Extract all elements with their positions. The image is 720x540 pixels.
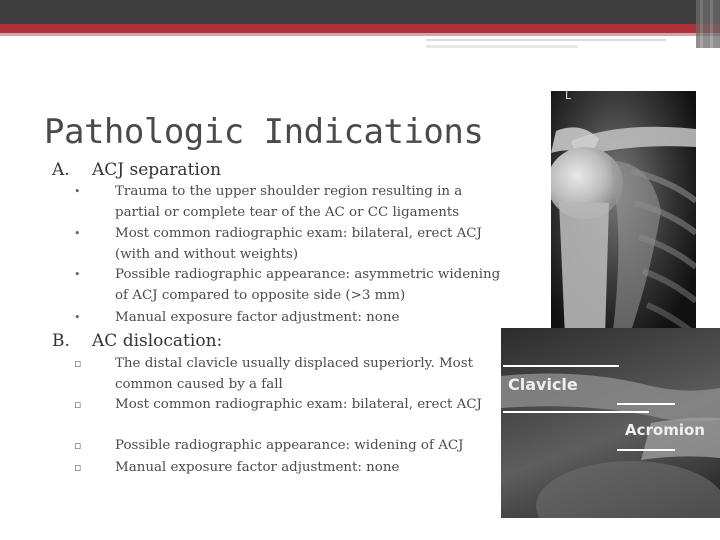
list-item-text: Most common radiographic exam: bilateral, erect ACJ (115, 397, 482, 412)
clavicle-label: Clavicle (508, 375, 578, 394)
section-title: ACJ separation (92, 160, 222, 180)
slide-title: Pathologic Indications (44, 112, 484, 152)
decorative-line (426, 39, 666, 41)
bullet-icon: • (74, 227, 81, 240)
list-item-text: Trauma to the upper shoulder region resulting in a partial or complete tear of the AC or CC ligaments (115, 184, 463, 220)
list-item-text: Possible radiographic appearance: asymmetric widening of ACJ compared to opposite side (>3 mm) (115, 267, 501, 303)
decorative-line (426, 45, 578, 48)
acromion-label: Acromion (625, 421, 705, 439)
shoulder-xray-image (551, 91, 696, 337)
list-item-text: Possible radiographic appearance: widening of ACJ (115, 438, 464, 453)
shoulder-xray-drawing (551, 91, 696, 337)
acj-xray-image (501, 328, 720, 518)
bullet-icon: • (74, 185, 81, 198)
list-item-text: The distal clavicle usually displaced superiorly. Most common caused by a fall (115, 356, 473, 392)
banner-dark-stripe (0, 0, 720, 24)
list-item-text: Manual exposure factor adjustment: none (115, 310, 400, 325)
xray-side-marker: L (565, 91, 572, 102)
list-item-text: Manual exposure factor adjustment: none (115, 460, 400, 475)
bullet-icon: • (74, 268, 81, 281)
section-title: AC dislocation: (92, 331, 223, 351)
corner-decoration (696, 0, 720, 48)
bullet-icon: ▫ (74, 357, 82, 370)
section-letter: A. (52, 160, 70, 180)
bullet-icon: ▫ (74, 439, 82, 452)
bullet-icon: ▫ (74, 398, 82, 411)
section-letter: B. (52, 331, 70, 351)
bullet-icon: • (74, 311, 81, 324)
banner-accent-stripe (0, 24, 720, 33)
list-item-text: Most common radiographic exam: bilateral, erect ACJ (with and without weights) (115, 226, 482, 262)
banner-light-stripe (0, 33, 720, 36)
bullet-icon: ▫ (74, 461, 82, 474)
